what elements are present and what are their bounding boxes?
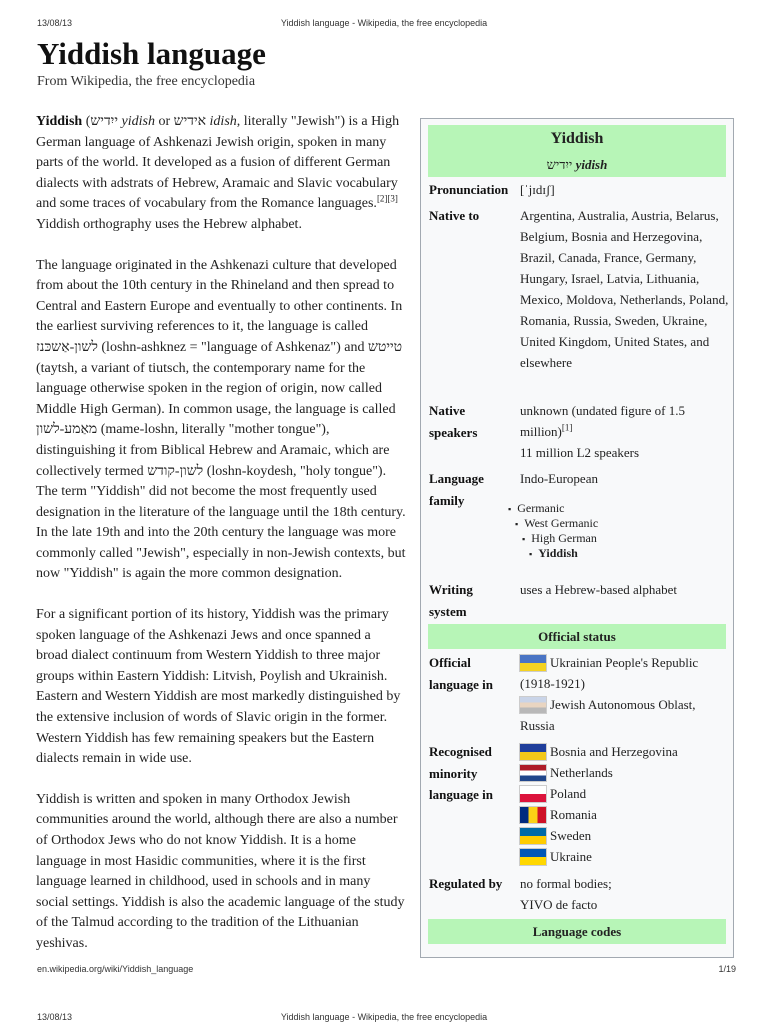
label-writing-system: Writing system — [429, 582, 473, 619]
value-minority-language — [520, 741, 730, 867]
paragraph-origin: The language originated in the Ashkenazi culture that developed from about the 10th century in the Rhineland and then spread to Central and Eastern Europe and eventually to other continents. In the earliest surviving references to it, the language is called לשון-אַשכּנז (loshn-ashknez = "language of Ashkenaz") and טייטש (taytsh, a variant of tiutsch, the contemporary name for the language otherwise spoken in the region of origin, now called Middle High German). In common usage, the language is called מאַמע-לשון (mame-loshn, literally "mother tongue"), distinguishing it from Biblical Hebrew and Aramaic, which are collectively termed לשון-קודש (loshn-koydesh, "holy tongue"). The term "Yiddish" did not become the most frequently used designation in the literature of the language until the 18th century. In the late 19th and into the 20th century the language was more commonly called "Jewish", especially in non-Jewish contexts, but now "Yiddish" is again the more common designation. — [36, 257, 406, 582]
official-item-upr[interactable]: Ukrainian People's Republic — [550, 655, 699, 670]
paragraph-intro: Yiddish (ייִדיש yidish or אידיש idish, literally "Jewish") is a High German language of Ashkenazi Jewish origin, spoken in many parts of the world. It developed as a fusion of different German dialects with adstrats of Hebrew, Aramaic and Slavic vocabulary and some traces of vocabulary from the Romance languages.[2][3] Yiddish orthography uses the Hebrew alphabet. — [36, 114, 400, 232]
family-yiddish: ▪ Yiddish — [508, 546, 730, 561]
print-header-date: 13/08/13 — [37, 18, 73, 28]
minority-item-poland[interactable]: Poland — [550, 786, 587, 801]
flag-bosnia-icon — [520, 744, 546, 760]
value-native-speakers: unknown (undated figure of 1.5 million)[1] 11 million L2 speakers — [520, 403, 685, 460]
flag-poland-icon — [520, 786, 546, 802]
minority-item-ukraine[interactable]: Ukraine — [550, 849, 592, 864]
print-header-title: Yiddish language - Wikipedia, the free encyclopedia — [280, 18, 488, 28]
infobox-native-name: ייִדיש yidish — [428, 153, 726, 177]
label-native-to: Native to — [429, 208, 480, 223]
label-official-language: Official language in — [429, 655, 493, 692]
reference-link-2[interactable]: [2] — [376, 193, 388, 204]
flag-sweden-icon — [520, 828, 546, 844]
label-native-speakers: Native speakers — [429, 403, 478, 440]
hebrew-idish: אידיש — [173, 114, 207, 129]
reference-link-1[interactable]: [1] — [561, 422, 573, 433]
reference-link-3[interactable]: [3] — [387, 193, 398, 204]
family-high-german[interactable]: ▪ High German — [508, 531, 730, 546]
minority-item-bosnia[interactable]: Bosnia and Herzegovina — [550, 744, 678, 759]
value-regulated-by: no formal bodies; YIVO de facto — [520, 876, 612, 912]
infobox-title: Yiddish — [428, 125, 726, 153]
next-page-header-title: Yiddish language - Wikipedia, the free encyclopedia — [280, 1012, 488, 1022]
label-language-family: Language family — [429, 471, 484, 508]
term-yiddish: Yiddish — [36, 114, 83, 129]
value-native-to: Argentina, Australia, Austria, Belarus, Belgium, Bosnia and Herzegovina, Brazil, Canada, France, Germany, Hungary, Israel, Latvia, Lithuania, Mexico, Moldova, Netherlands, Poland, Romania, Russia, Sweden, Ukraine, United Kingdom, United States, and elsewhere — [520, 208, 729, 370]
minority-item-sweden[interactable]: Sweden — [550, 828, 592, 843]
print-footer-url: en.wikipedia.org/wiki/Yiddish_language — [37, 964, 194, 974]
page-title: Yiddish language — [37, 36, 266, 71]
value-official-language: Ukrainian People's Republic (1918-1921) Jewish Autonomous Oblast, Russia — [520, 652, 730, 736]
label-regulated-by: Regulated by — [429, 876, 503, 891]
infobox — [420, 118, 734, 958]
flag-netherlands-icon — [520, 765, 546, 781]
flag-ukraine-icon — [520, 849, 546, 865]
section-language-codes: Language codes — [428, 919, 726, 944]
next-page-header-date: 13/08/13 — [37, 1012, 73, 1022]
value-pronunciation: [ˈjɪdɪʃ] — [520, 182, 555, 197]
article-body — [36, 112, 406, 975]
family-tree — [508, 501, 730, 561]
official-item-jao[interactable]: Jewish Autonomous Oblast, — [550, 697, 696, 712]
value-writing-system: uses a Hebrew-based alphabet — [520, 582, 678, 597]
section-official-status: Official status — [428, 624, 726, 649]
family-west-germanic[interactable]: ▪ West Germanic — [508, 516, 730, 531]
label-minority-language: Recognised minority language in — [429, 744, 493, 802]
paragraph-usage: Yiddish is written and spoken in many Orthodox Jewish communities around the world, although there are also a number of Orthodox Jews who do not know Yiddish. It is a home language in most Hasidic communities, where it is the first language learned in childhood, used in schools and in many social settings. Yiddish is also the academic language of the study of the Talmud according to the tradition of the Lithuanian yeshivas. — [36, 791, 405, 951]
flag-jewish-autonomous-oblast-icon — [520, 697, 546, 713]
minority-item-netherlands[interactable]: Netherlands — [550, 765, 613, 780]
print-footer-page: 1/19 — [718, 964, 736, 974]
paragraph-history: For a significant portion of its history, Yiddish was the primary spoken language of the Ashkenazi Jews and once spanned a broad dialect continuum from Western Yiddish to three major groups within Eastern Yiddish: Litvish, Poylish and Ukrainish. Eastern and Western Yiddish are most markedly distinguished by the extensive inclusion of words of Slavic origin in the former. Western Yiddish has few remaining speakers but the Eastern dialects remain in wide use. — [36, 607, 401, 767]
value-language-family: Indo-European ▪ Germanic ▪ West Germanic ▪ High German ▪ Yiddish — [520, 468, 730, 561]
family-germanic[interactable]: ▪ Germanic — [508, 501, 730, 516]
label-pronunciation: Pronunciation — [429, 182, 509, 197]
page-subtitle: From Wikipedia, the free encyclopedia — [37, 74, 256, 89]
flag-ukrainian-peoples-republic-icon — [520, 655, 546, 671]
flag-romania-icon — [520, 807, 546, 823]
minority-item-romania[interactable]: Romania — [550, 807, 597, 822]
hebrew-yidish: ייִדיש — [90, 114, 119, 129]
